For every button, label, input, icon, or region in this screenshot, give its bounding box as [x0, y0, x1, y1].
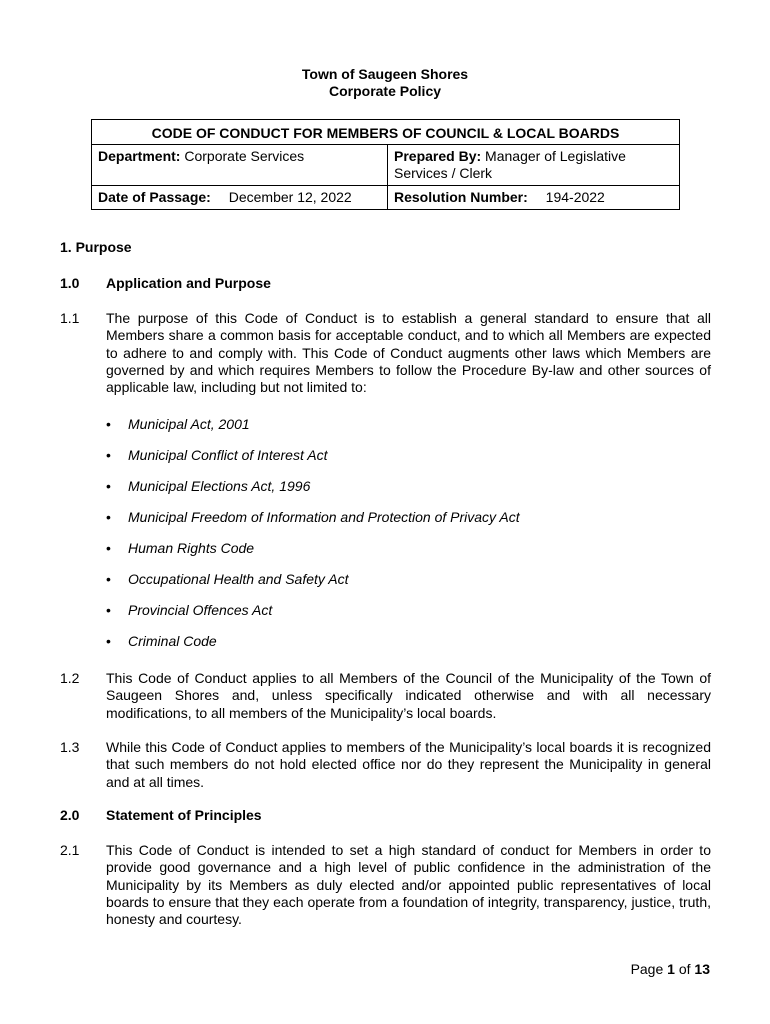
list-item: [106, 602, 666, 633]
paragraph-number: 1.3: [60, 739, 80, 755]
policy-info-table: [91, 119, 680, 210]
paragraph-number: 1.1: [60, 310, 80, 326]
paragraph-number: 1.2: [60, 670, 80, 686]
list-item-text: Municipal Conflict of Interest Act: [128, 447, 328, 463]
bullet-icon: •: [106, 633, 111, 649]
list-item: [106, 509, 666, 540]
doc-type: Corporate Policy: [328, 83, 442, 99]
list-item: [106, 540, 666, 571]
department-value: Corporate Services: [184, 148, 305, 164]
paragraph-text: While this Code of Conduct applies to members of the Municipality’s local boards it is recognized that such members do not hold elected office nor do they represent the Municipality in general and at all times.: [106, 739, 711, 790]
paragraph-text: This Code of Conduct is intended to set a high standard of conduct for Members in order to provide good governance and a high level of public confidence in the administration of the Municipality by its Members as duly elected and/or appointed public representatives of local boards to ensure that they each operate from a foundation of integrity, transparency, justice, truth, honesty and courtesy.: [106, 842, 711, 928]
page-footer: [631, 961, 710, 977]
list-item-text: Municipal Elections Act, 1996: [128, 478, 311, 494]
prepared-by-value: Manager of Legislative Services / Clerk: [394, 148, 626, 181]
department-label: Department:: [98, 148, 181, 164]
prepared-by-label: Prepared By:: [394, 148, 482, 164]
list-item-text: Municipal Act, 2001: [128, 416, 250, 432]
section-number: 1.0: [60, 275, 80, 291]
page-word: Page: [630, 961, 664, 977]
date-cell: [92, 186, 388, 210]
bullet-icon: •: [106, 540, 111, 556]
legislation-list: [106, 416, 666, 664]
section-title: Statement of Principles: [106, 807, 262, 823]
resolution-value: 194-2022: [545, 189, 605, 205]
paragraph-text: The purpose of this Code of Conduct is to establish a general standard to ensure that all Members share a common basis for acceptable conduct, and to which all Members are expected to adhere to and comply with. This Code of Conduct augments other laws which Members are governed by and which requires Members to follow the Procedure By-law and other sources of applicable law, including but not limited to:: [106, 310, 711, 396]
section-number: 2.0: [60, 807, 80, 823]
policy-title: CODE OF CONDUCT FOR MEMBERS OF COUNCIL & LOCAL BOARDS: [92, 120, 680, 145]
list-item-text: Provincial Offences Act: [128, 602, 273, 618]
list-item: [106, 416, 666, 447]
prepared-by-cell: [388, 145, 680, 186]
list-item-text: Human Rights Code: [128, 540, 255, 556]
bullet-icon: •: [106, 416, 111, 432]
list-item: [106, 571, 666, 602]
page-total: 13: [694, 961, 710, 977]
bullet-icon: •: [106, 602, 111, 618]
list-item-text: Criminal Code: [128, 633, 217, 649]
date-value: December 12, 2022: [228, 189, 352, 205]
list-item: [106, 478, 666, 509]
bullet-icon: •: [106, 571, 111, 587]
list-item-text: Municipal Freedom of Information and Protection of Privacy Act: [128, 509, 520, 525]
bullet-icon: •: [106, 447, 111, 463]
resolution-label: Resolution Number:: [394, 189, 528, 205]
document-header: [0, 66, 770, 100]
org-name: Town of Saugeen Shores: [301, 66, 469, 82]
paragraph-text: This Code of Conduct applies to all Members of the Council of the Municipality of the Town of Saugeen Shores and, unless specifically indicated otherwise and with all necessary modifications, to all members of the Municipality’s local boards.: [106, 670, 711, 721]
resolution-cell: [388, 186, 680, 210]
list-item: [106, 447, 666, 478]
section-title: Application and Purpose: [106, 275, 271, 291]
department-cell: [92, 145, 388, 186]
section-heading-purpose: 1. Purpose: [60, 239, 132, 255]
list-item-text: Occupational Health and Safety Act: [128, 571, 349, 587]
bullet-icon: •: [106, 478, 111, 494]
paragraph-number: 2.1: [60, 842, 80, 858]
page-current: 1: [667, 961, 675, 977]
bullet-icon: •: [106, 509, 111, 525]
list-item: [106, 633, 666, 664]
date-label: Date of Passage:: [98, 189, 211, 205]
of-word: of: [678, 961, 691, 977]
